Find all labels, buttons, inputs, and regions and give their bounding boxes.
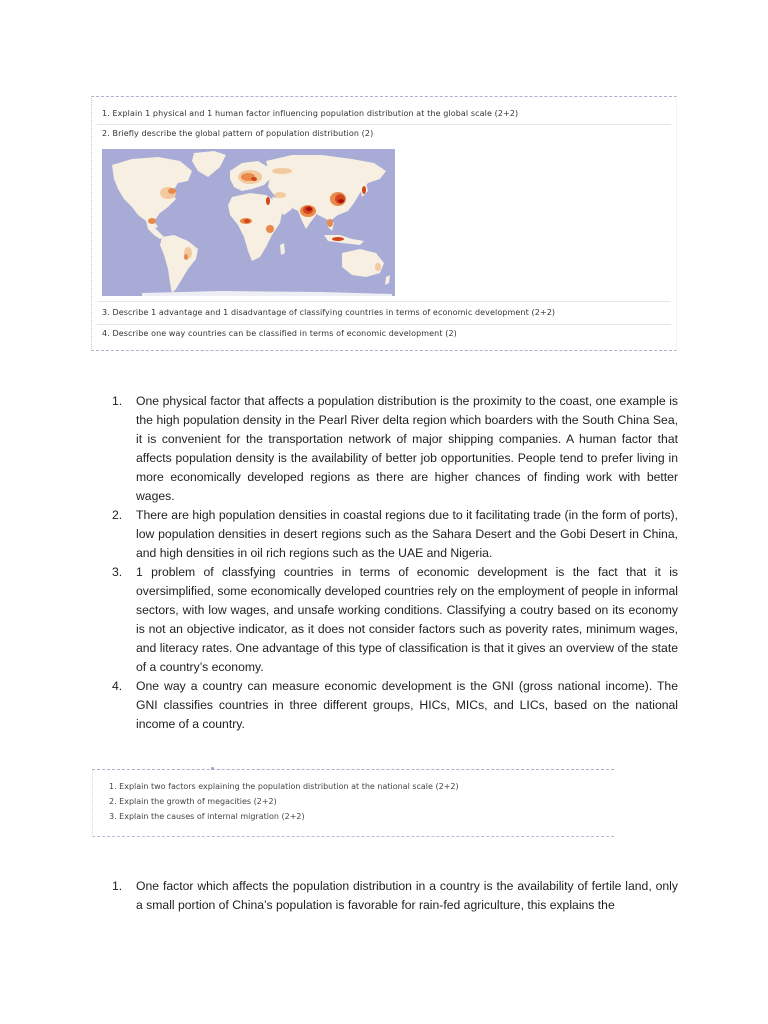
question-line: 1. Explain two factors explaining the population distribution at the national scale (2+2): [109, 782, 459, 791]
answer-list-global: [112, 392, 678, 734]
question-line: 3. Explain the causes of internal migration (2+2): [109, 812, 305, 821]
answer-list-national: [112, 877, 678, 915]
list-item: [112, 877, 678, 915]
divider: [97, 324, 671, 325]
question-line: 4. Describe one way countries can be classified in terms of economic development (2): [102, 329, 457, 338]
divider: [97, 301, 671, 302]
list-number: 4.: [112, 679, 123, 693]
world-population-density-map: [102, 149, 395, 296]
answer-text: One factor which affects the population distribution in a country is the availability of fertile land, only a small portion of China’s population is favorable for rain-fed agriculture, this explains the: [136, 879, 678, 912]
question-line: 2. Explain the growth of megacities (2+2): [109, 797, 277, 806]
list-item: [112, 677, 678, 734]
answer-text: One physical factor that affects a population distribution is the proximity to the coast, one example is the high population density in the Pearl River delta region which boarders with the South China Sea, it is convenient for the transportation network of major shipping companies. A human factor that affects population density is the availability of better job opportunities. People tend to prefer living in more economically developed regions as there are higher chances of finding work with better wages.: [136, 394, 678, 503]
list-number: 2.: [112, 508, 123, 522]
list-item: [112, 392, 678, 506]
divider: [97, 124, 671, 125]
list-item: [112, 563, 678, 677]
map-graphic: [102, 149, 395, 296]
answer-text: One way a country can measure economic development is the GNI (gross national income). The GNI classifies countries in three different groups, HICs, MICs, and LICs, based on the national income of a country.: [136, 679, 678, 731]
question-line: 3. Describe 1 advantage and 1 disadvantage of classifying countries in terms of economic development (2+2): [102, 308, 556, 317]
answer-text: There are high population densities in coastal regions due to it facilitating trade (in the form of ports), low population densities in desert regions such as the Sahara Desert and the Gobi Desert in China, and high densities in oil rich regions such as the UAE and Nigeria.: [136, 508, 678, 560]
list-number: 3.: [112, 565, 123, 579]
answer-text: 1 problem of classfying countries in terms of economic development is the fact that it is oversimplified, some economically developed countries rely on the employment of people in informal sectors, with low wages, and unsafe working conditions. Classifying a coutry based on its economy is not an objective indicator, as it does not consider factors such as poverity rates, minimum wages, and literacy rates. One advantage of this type of classification is that it gives an overview of the state of a country’s economy.: [136, 565, 678, 674]
list-number: 1.: [112, 394, 123, 408]
question-box-national: [92, 769, 614, 837]
list-item: [112, 506, 678, 563]
question-line: 2. Briefly describe the global pattern of population distribution (2): [102, 129, 374, 138]
marker-dot: [211, 767, 214, 770]
list-number: 1.: [112, 879, 123, 893]
question-box-global: [91, 96, 677, 351]
question-line: 1. Explain 1 physical and 1 human factor influencing population distribution at the global scale (2+2): [102, 109, 519, 118]
